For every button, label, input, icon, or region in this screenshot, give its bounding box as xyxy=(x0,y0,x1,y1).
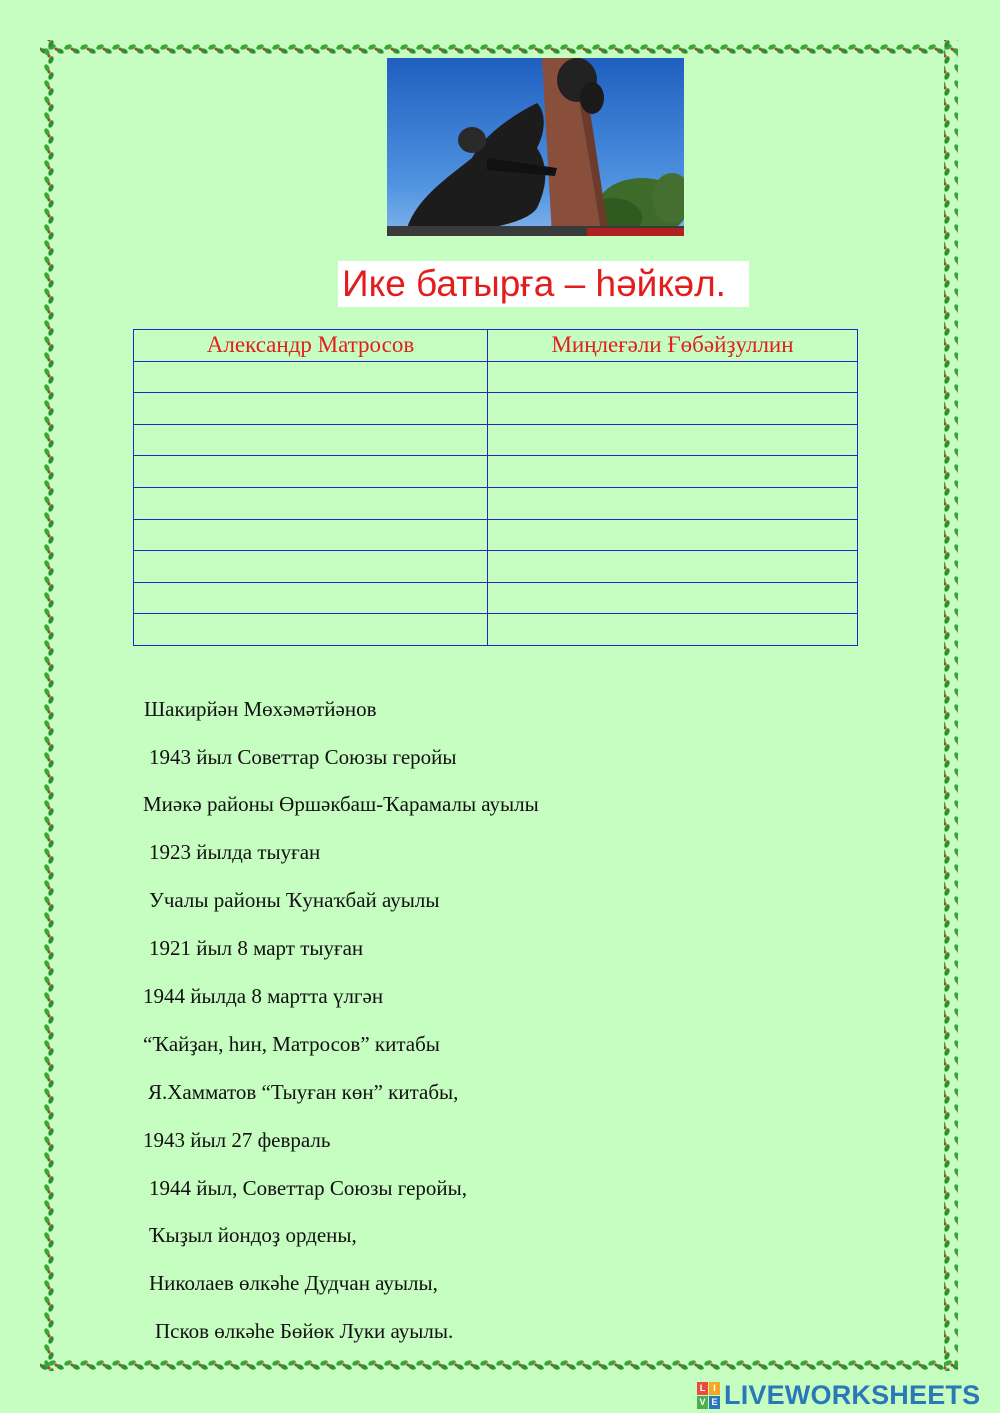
word-item[interactable]: 1921 йыл 8 март тыуған xyxy=(149,936,364,960)
word-item[interactable]: “Ҡайҙан, һин, Матросов” китабы xyxy=(143,1032,440,1056)
drop-cell-right[interactable] xyxy=(488,487,858,519)
drop-cell-left[interactable] xyxy=(134,582,488,614)
drop-cell-left[interactable] xyxy=(134,614,488,646)
page-title: Ике батырға – һәйкәл. xyxy=(342,263,726,304)
word-item[interactable]: 1943 йыл Советтар Союзы геройы xyxy=(149,745,457,769)
badge-letter: E xyxy=(709,1396,720,1409)
table-row xyxy=(134,361,858,393)
table-row xyxy=(134,393,858,425)
word-item[interactable]: Ҡыҙыл йондоҙ ордены, xyxy=(149,1223,357,1247)
header-matrosov: Александр Матросов xyxy=(134,330,488,362)
title-box xyxy=(338,261,749,307)
word-item[interactable]: 1923 йылда тыуған xyxy=(149,840,321,864)
word-item[interactable]: Николаев өлкәһе Дудчан ауылы, xyxy=(149,1271,438,1295)
drop-cell-left[interactable] xyxy=(134,519,488,551)
badge-letter: V xyxy=(697,1396,708,1409)
word-item[interactable]: 1944 йылда 8 мартта үлгән xyxy=(143,984,384,1008)
word-item[interactable]: 1943 йыл 27 февраль xyxy=(143,1128,331,1152)
monument-photo xyxy=(387,58,684,236)
word-item[interactable]: Учалы районы Ҡунаҡбай ауылы xyxy=(149,888,440,912)
liveworksheets-logo xyxy=(697,1380,995,1410)
word-item[interactable]: Миәкә районы Өршәкбаш-Ҡарамалы ауылы xyxy=(143,792,539,816)
table-row xyxy=(134,519,858,551)
word-item[interactable]: Я.Хамматов “Тыуған көн” китабы, xyxy=(148,1080,459,1104)
drop-cell-right[interactable] xyxy=(488,361,858,393)
table-row xyxy=(134,487,858,519)
header-gubaidullin: Миңлеғәли Ғөбәйҙуллин xyxy=(488,330,858,362)
drop-cell-left[interactable] xyxy=(134,361,488,393)
drop-cell-right[interactable] xyxy=(488,456,858,488)
table-header-row xyxy=(134,330,858,362)
drop-cell-left[interactable] xyxy=(134,487,488,519)
liveworksheets-badge-icon xyxy=(697,1382,721,1410)
word-item[interactable]: Шакирйән Мөхәмәтйәнов xyxy=(144,697,377,721)
liveworksheets-text: LIVEWORKSHEETS xyxy=(724,1380,981,1410)
drop-cell-right[interactable] xyxy=(488,582,858,614)
drop-cell-right[interactable] xyxy=(488,614,858,646)
badge-letter: I xyxy=(709,1382,720,1395)
table-row xyxy=(134,614,858,646)
drop-cell-right[interactable] xyxy=(488,424,858,456)
drop-cell-right[interactable] xyxy=(488,551,858,583)
badge-letter: L xyxy=(697,1382,708,1395)
word-item[interactable]: Псков өлкәһе Бөйөк Луки ауылы. xyxy=(155,1319,454,1343)
table-row xyxy=(134,551,858,583)
drop-cell-left[interactable] xyxy=(134,424,488,456)
drop-cell-left[interactable] xyxy=(134,456,488,488)
drop-cell-right[interactable] xyxy=(488,519,858,551)
drop-cell-left[interactable] xyxy=(134,551,488,583)
table-row xyxy=(134,582,858,614)
table-row xyxy=(134,424,858,456)
table-row xyxy=(134,456,858,488)
drop-cell-left[interactable] xyxy=(134,393,488,425)
word-item[interactable]: 1944 йыл, Советтар Союзы геройы, xyxy=(149,1176,467,1200)
answer-table xyxy=(133,329,858,646)
drop-cell-right[interactable] xyxy=(488,393,858,425)
